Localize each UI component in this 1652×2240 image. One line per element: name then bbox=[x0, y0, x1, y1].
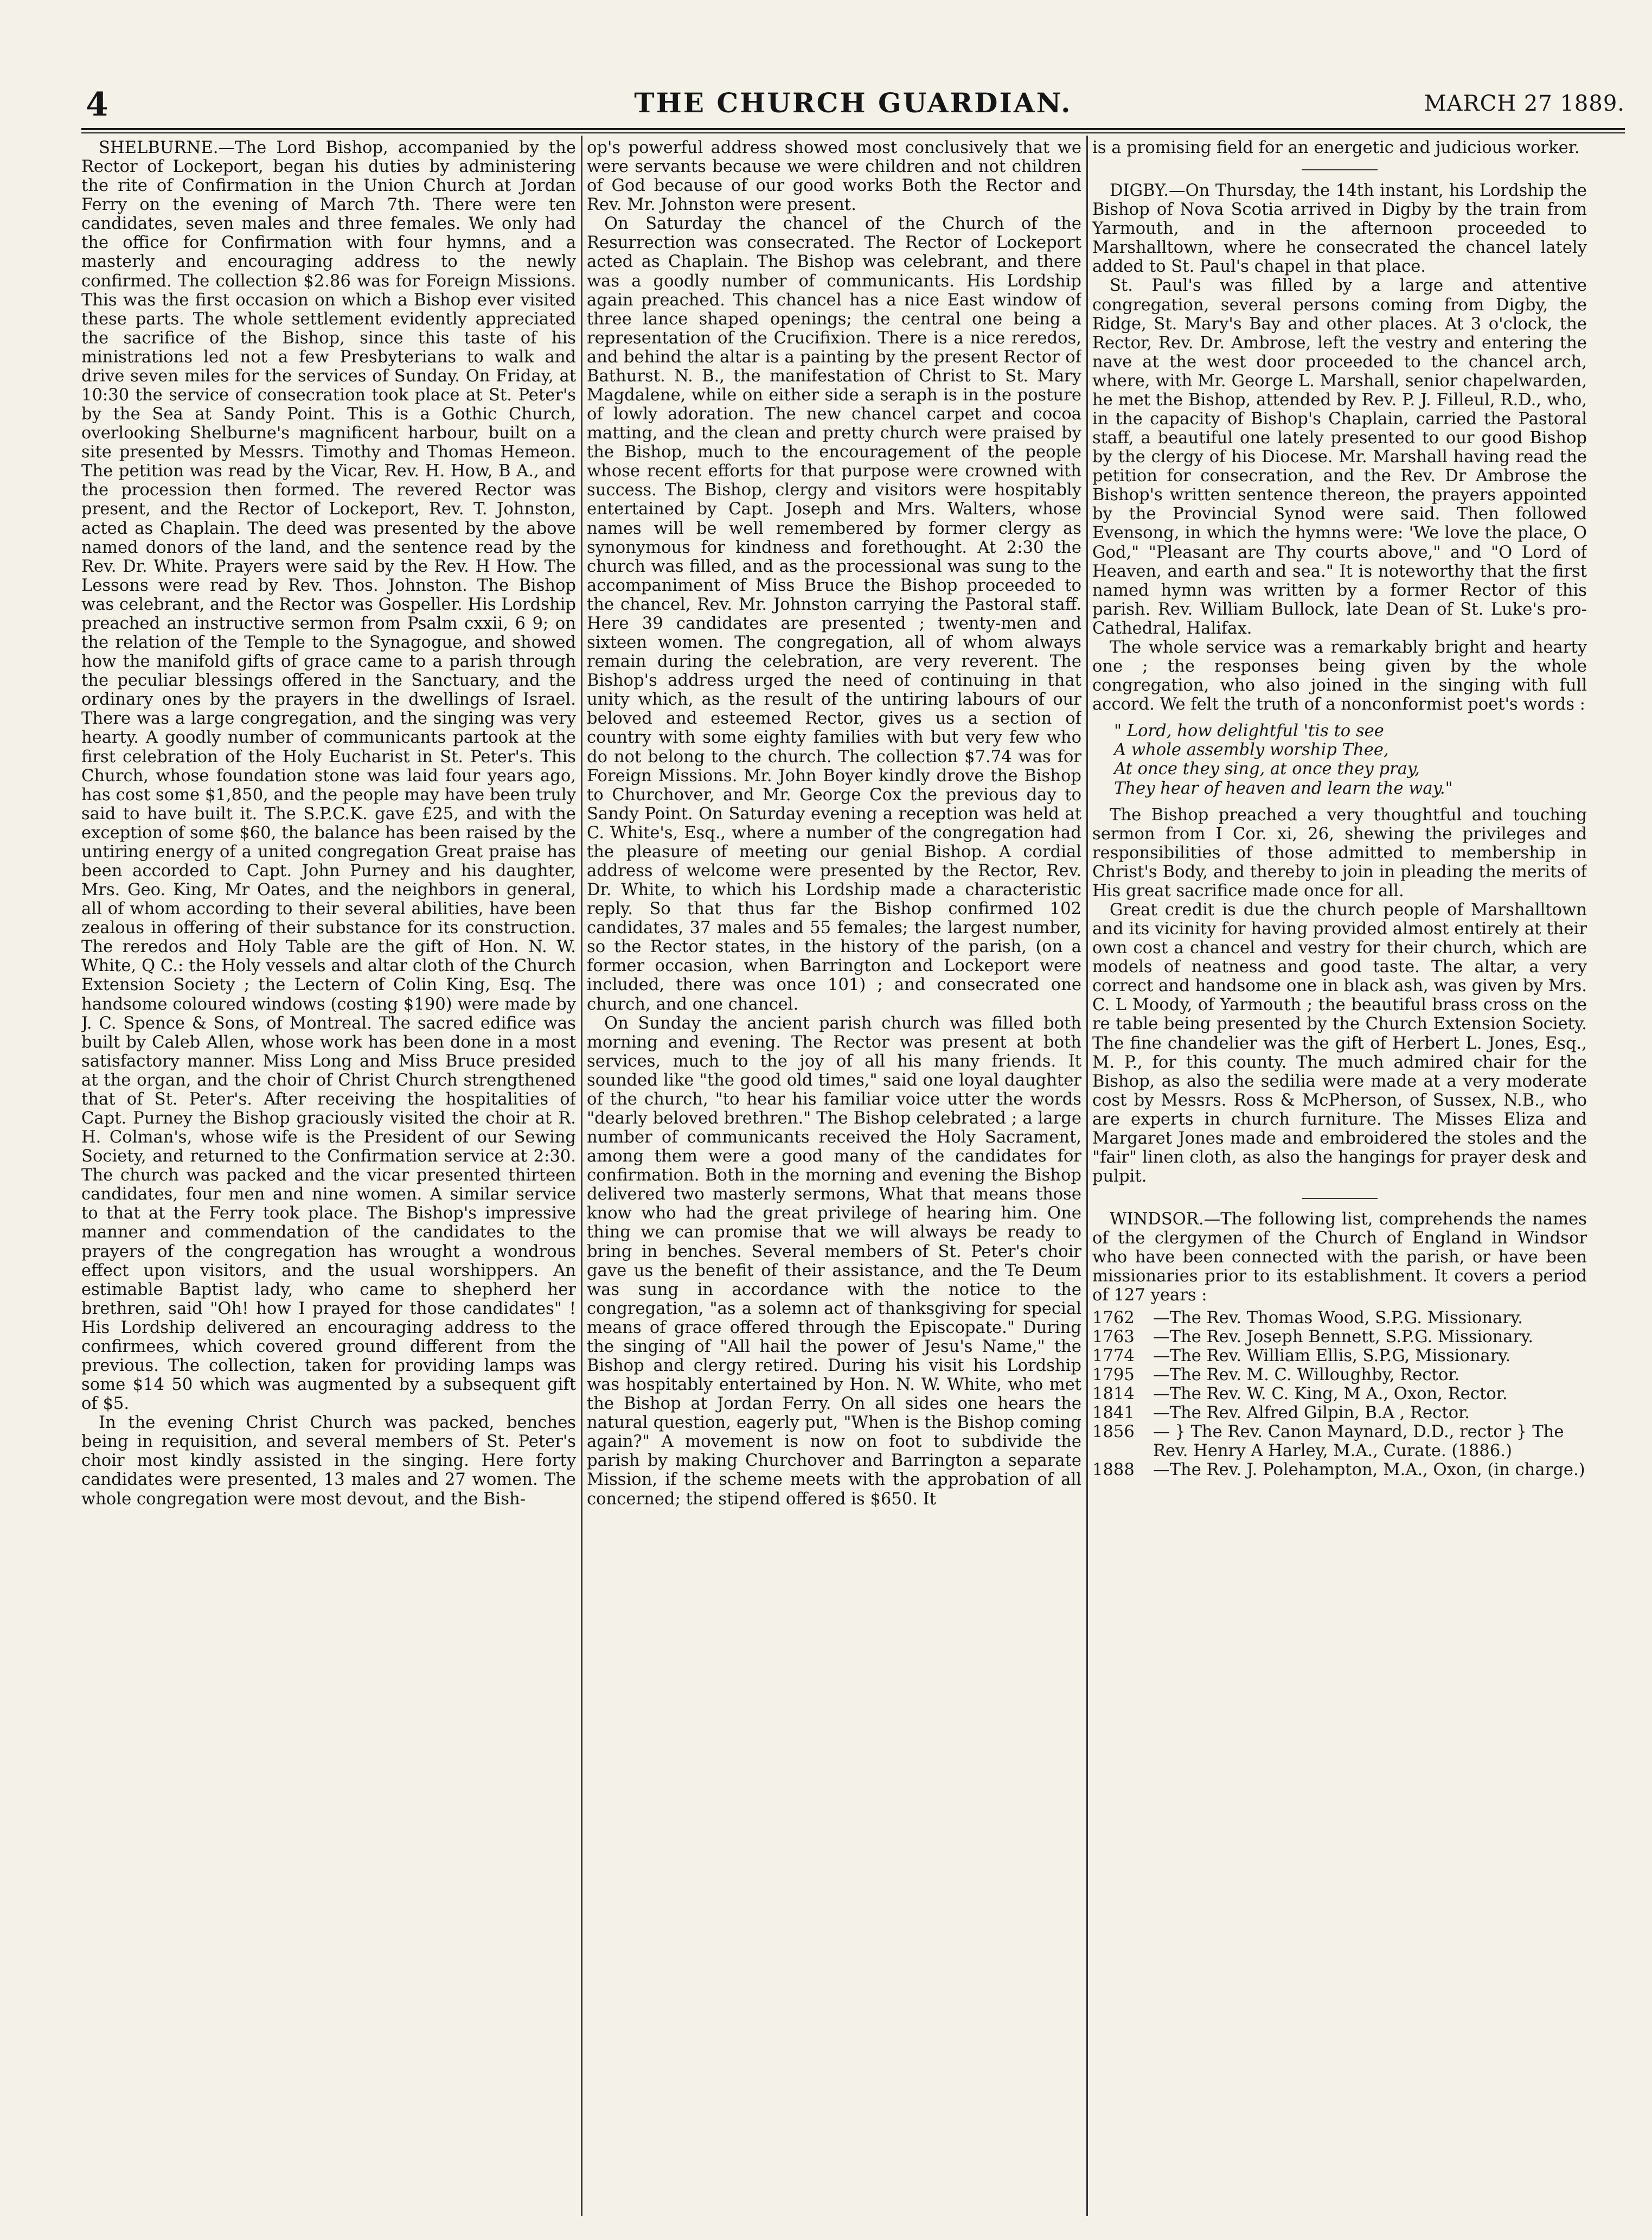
paragraph: On Sunday the ancient parish church was filled both morning and evening. The Rector was present at both services, much to the joy of all his many friends. It sounded like "the good old times," said one loyal daughter of the church, "to hear his familiar voice utter the words "dearly beloved brethren." The Bishop celebrated ; a large number of communicants received the Holy Sacrament, among them were a good many of the candidates for confirmation. Both in the morning and evening the Bishop delivered two masterly sermons, What that means those know who had the great privilege of hearing him. One thing we can promise that we will always be ready to bring in benches. Several members of St. Peter's choir gave us the benefit of their assistance, and the Te Deum was sung in accordance with the notice to the congregation, "as a solemn act of thanksgiving for special means of grace offered through the Episcopate." During the singing of "All hail the power of Jesu's Name," the Bishop and clergy retired. During his visit his Lordship was hospitably entertained by Hon. N. W. White, who met the Bishop at Jordan Ferry. On all sides one hears the natural question, eagerly put, "When is the Bishop coming again?" A movement is now on foot to subdivide the parish by making Churchover and Barrington a separate Mission, if the scheme meets with the approbation of all concerned; the stipend offered is $650. It bbox=[587, 1013, 1081, 1509]
newspaper-title: THE CHURCH GUARDIAN. bbox=[634, 87, 1072, 119]
verse-line: " Lord, how delightful 'tis to see bbox=[1114, 722, 1384, 741]
verse-line: A whole assembly worship Thee, bbox=[1114, 741, 1389, 760]
paragraph: In the evening Christ Church was packed, benches being in requisition, and several members of St. Peter's choir most kindly assisted in the singing. Here forty candidates were presented, 13 males and 27 women. The whole congregation were most devout, and the Bish- bbox=[81, 1413, 576, 1509]
clergy-year: 1762 bbox=[1092, 1308, 1135, 1328]
clergy-list bbox=[1092, 1309, 1587, 1480]
list-item bbox=[1092, 1422, 1587, 1460]
verse-line: They hear of heaven and learn the way." bbox=[1114, 778, 1453, 798]
clergy-name: —The Rev. Joseph Bennett, S.P.G. Missionary. bbox=[1153, 1327, 1534, 1346]
list-item bbox=[1092, 1460, 1587, 1479]
clergy-year: 1774 bbox=[1092, 1346, 1135, 1365]
list-item bbox=[1092, 1309, 1587, 1328]
clergy-year: 1814 bbox=[1092, 1384, 1135, 1403]
clergy-name: —The Rev. William Ellis, S.P.G, Missionary. bbox=[1153, 1346, 1511, 1365]
page-number: 4 bbox=[86, 86, 108, 124]
digby-report: DIGBY.—On Thursday, the 14th instant, his Lordship the Bishop of Nova Scotia arrived in Digby by the train from Yarmouth, and in the afternoon proceeded to Marshalltown, where he consecrated the chancel lately added to St. Paul's chapel in that place. bbox=[1092, 181, 1587, 277]
paragraph: The whole service was a remarkably bright and hearty one ; the responses being given by the whole congregation, who also joined in the singing with full accord. We felt the truth of a nonconformist poet's words : bbox=[1092, 637, 1587, 714]
list-item bbox=[1092, 1384, 1587, 1403]
shelburne-report: SHELBURNE.—The Lord Bishop, accompanied by the Rector of Lockeport, began his duties by administering the rite of Confirmation in the Union Church at Jordan Ferry on the evening of March 7th. There were ten candidates, seven males and three females. We only had the office for Confirmation with four hymns, and a masterly and encouraging address to the newly confirmed. The collection $2.86 was for Foreign Missions. This was the first occasion on which a Bishop ever visited these parts. The whole settlement evidently appreciated the sacrifice of the Bishop, since this taste of his ministrations led not a few Presbyterians to walk and drive seven miles for the services of Sunday. On Friday, at 10:30 the service of consecration took place at St. Peter's by the Sea at Sandy Point. This is a Gothic Church, overlooking Shelburne's magnificent harbour, built on a site presented by Messrs. Timothy and Thomas Hemeon. The petition was read by the Vicar, Rev. H. How, B A., and the procession then formed. The revered Rector was present, and the Rector of Lockeport, Rev. T. Johnston, acted as Chaplain. The deed was presented by the above named donors of the land, and the sentence read by the Rev. Dr. White. Prayers were said by the Rev. H How. The Lessons were read by Rev. Thos. Johnston. The Bishop was celebrant, and the Rector was Gospeller. His Lordship preached an instructive sermon from Psalm cxxii, 6 9; on the relation of the Temple to the Synagogue, and showed how the manifold gifts of grace came to a parish through the peculiar blessings offered in the Sanctuary, and the ordinary ones by the prayers in the dwellings of Israel. There was a large congregation, and the singing was very hearty. A goodly number of communicants partook at the first celebration of the Holy Eucharist in St. Peter's. This Church, whose foundation stone was laid four years ago, has cost some $1,850, and the people may have been truly said to have built it. The S.P.C.K. gave £25, and with the exception of some $60, the balance has been raised by the untiring energy of a united congregation Great praise has been accorded to Capt. John Purney and his daughter, Mrs. Geo. King, Mr Oates, and the neighbors in general, all of whom according to their several abilities, have been zealous in offering of their substance for its construction. The reredos and Holy Table are the gift of Hon. N. W. White, Q C.: the Holy vessels and altar cloth of the Church Extension Society ; the Lectern of Colin King, Esq. The handsome coloured windows (costing $190) were made by J. C. Spence & Sons, of Montreal. The sacred edifice was built by Caleb Allen, whose work has been done in a most satisfactory manner. Miss Long and Miss Bruce presided at the organ, and the choir of Christ Church strengthened that of St. Peter's. After receiving the hospitalities of Capt. Purney the Bishop graciously visited the choir at R. H. Colman's, whose wife is the President of our Sewing Society, and returned to the Confirmation service at 2:30. The church was packed and the vicar presented thirteen candidates, four men and nine women. A similar service to that at the Ferry took place. The Bishop's impressive manner and commendation of the candidates to the prayers of the congregation has wrought a wondrous effect upon visitors, and the usual worshippers. An estimable Baptist lady, who came to shepherd her brethren, said "Oh! how I prayed for those candidates" ! His Lordship delivered an encouraging address to the confirmees, which covered ground different from the previous. The collection, taken for providing lamps was some $14 50 which was augmented by a subsequent gift of $5. bbox=[81, 138, 576, 1414]
paragraph: op's powerful address showed most conclusively that we were servants because we were children and not children of God because of our good works Both the Rector and Rev. Mr. Johnston were present. bbox=[587, 138, 1081, 215]
clergy-year: 1795 bbox=[1092, 1365, 1135, 1384]
windsor-report: WINDSOR.—The following list, comprehends the names of the clergymen of the Church of England in Windsor who have been connected with the parish, or have been missionaries prior to its establishment. It covers a period of 127 years : bbox=[1092, 1210, 1587, 1305]
verse-line: At once they sing, at once they pray, bbox=[1114, 760, 1420, 779]
paragraph: On Saturday the chancel of the Church of the Resurrection was consecrated. The Rector of Lockeport acted as Chaplain. The Bishop was celebrant, and there was a goodly number of communicants. His Lordship again preached. This chancel has a nice East window of three lance shaped openings; the central one being a representation of the Crucifixion. There is a nice reredos, and behind the altar is a painting by the present Rector of Bathurst. N. B., the manifestation of Christ to St. Mary Magdalene, while on either side a seraph is in the posture of lowly adoration. The new chancel carpet and cocoa matting, and the clean and pretty church were praised by the Bishop, much to the encouragement of the people whose recent efforts for that purpose were crowned with success. The Bishop, clergy and visitors were hospitably entertained by Capt. Joseph and Mrs. Walters, whose names will be well remembered by former clergy as synonymous for kindness and forethought. At 2:30 the church was filled, and as the processional was sung to the accompaniment of Miss Bruce the Bishop proceeded to the chancel, Rev. Mr. Johnston carrying the Pastoral staff. Here 39 candidates are presented ; twenty-men and sixteen women. The congregation, all of whom always remain during the celebration, are very reverent. The Bishop's address urged the need of continuing in that unity which, as the result of the untiring labours of our beloved and esteemed Rector, gives us a section of country with some eighty families with but very few who do not belong to the church. The collection $7.74 was for Foreign Missions. Mr. John Boyer kindly drove the Bishop to Churchover, and Mr. George Cox the previous day to Sandy Point. On Saturday evening a reception was held at C. White's, Esq., where a number of the congregation had the pleasure of meeting our genial Bishop. A cordial address of welcome were presented by the Rector, Rev. Dr. White, to which his Lordship made a characteristic reply. So that thus far the Bishop confirmed 102 candidates, 37 males and 55 females; the largest number, so the Rector states, in the history of the parish, (on a former occasion, when Barrington and Lockeport were included, there was once 101) ; and consecrated one church, and one chancel. bbox=[587, 214, 1081, 1014]
list-item bbox=[1092, 1365, 1587, 1384]
list-item bbox=[1092, 1328, 1587, 1346]
section-separator bbox=[1302, 1198, 1378, 1199]
column-2 bbox=[587, 138, 1081, 2216]
clergy-name: —The Rev. Alfred Gilpin, B.A , Rector. bbox=[1153, 1403, 1470, 1422]
clergy-year: 1841 bbox=[1092, 1403, 1135, 1422]
clergy-name: —The Rev. W. C. King, M A., Oxon, Rector. bbox=[1153, 1384, 1508, 1403]
masthead bbox=[81, 81, 1625, 136]
clergy-name: —The Rev. M. C. Willoughby, Rector. bbox=[1153, 1365, 1460, 1384]
column-divider bbox=[1086, 136, 1088, 2216]
clergy-name: —The Rev. Thomas Wood, S.P.G. Missionary. bbox=[1153, 1308, 1523, 1328]
paragraph: is a promising field for an energetic and judicious worker. bbox=[1092, 138, 1580, 157]
list-item bbox=[1092, 1346, 1587, 1365]
paragraph: St. Paul's was filled by a large and attentive congregation, several persons coming from Digby, the Ridge, St. Mary's Bay and other places. At 3 o'clock, the Rector, Rev. Dr. Ambrose, left the vestry and entering the nave at the west door proceeded to the chancel arch, where, with Mr. George L. Marshall, senior chapelwarden, he met the Bishop, attended by Rev. P. J. Filleul, R.D., who, in the capacity of Bishop's Chaplain, carried the Pastoral staff, a beautiful one lately presented to our good Bishop by the clergy of his Diocese. Mr. Marshall having read the petition for consecration, and the Rev. Dr Ambrose the Bishop's written sentence thereon, the prayers appointed by the Provincial Synod were said. Then followed Evensong, in which the hymns were: 'We love the place, O God," "Pleasant are Thy courts above," and "O Lord of Heaven, and earth and sea." It is noteworthy that the first named hymn was written by a former Rector of this parish. Rev. William Bullock, late Dean of St. Luke's pro-Cathedral, Halifax. bbox=[1092, 276, 1587, 638]
clergy-year: 1888 bbox=[1092, 1460, 1135, 1480]
column-divider bbox=[581, 136, 582, 2216]
clergy-name: — } The Rev. Canon Maynard, D.D., rector } The Rev. Henry A Harley, M.A., Curate. (1886.) bbox=[1153, 1422, 1564, 1461]
clergy-year: 1856 bbox=[1092, 1422, 1135, 1441]
list-item bbox=[1092, 1403, 1587, 1422]
section-separator bbox=[1302, 169, 1378, 170]
masthead-rule-thick bbox=[81, 128, 1625, 130]
clergy-name: —The Rev. J. Polehampton, M.A., Oxon, (in charge.) bbox=[1153, 1460, 1585, 1480]
issue-date: MARCH 27 1889. bbox=[1424, 91, 1625, 116]
column-3 bbox=[1092, 138, 1587, 2216]
poem-quote bbox=[1114, 722, 1587, 797]
column-1 bbox=[81, 138, 576, 2216]
masthead-rule-thin bbox=[81, 132, 1625, 133]
paragraph: Great credit is due the church people of Marshalltown and its vicinity for having provided almost entirely at their own cost a chancel and vestry for their church, which are models of neatness and good taste. The altar, a very correct and handsome one in black ash, was given by Mrs. C. L Moody, of Yarmouth ; the beautiful brass cross on the re table being presented by the Church Extension Society. The fine chandelier was the gift of Herbert L. Jones, Esq., M. P., for this county. The much admired chair for the Bishop, as also the sedilia were made at a very moderate cost by Messrs. Ross & McPherson, of Sussex, N.B., who are experts in church furniture. The Misses Eliza and Margaret Jones made and embroidered the stoles and the "fair" linen cloth, as also the hangings for prayer desk and pulpit. bbox=[1092, 900, 1587, 1186]
paragraph: The Bishop preached a very thoughtful and touching sermon from I Cor. xi, 26, shewing the privileges and responsibilities of those admitted to membership in Christ's Body, and thereby to join in pleading the merits of His great sacrifice made once for all. bbox=[1092, 805, 1587, 901]
clergy-year: 1763 bbox=[1092, 1327, 1135, 1346]
